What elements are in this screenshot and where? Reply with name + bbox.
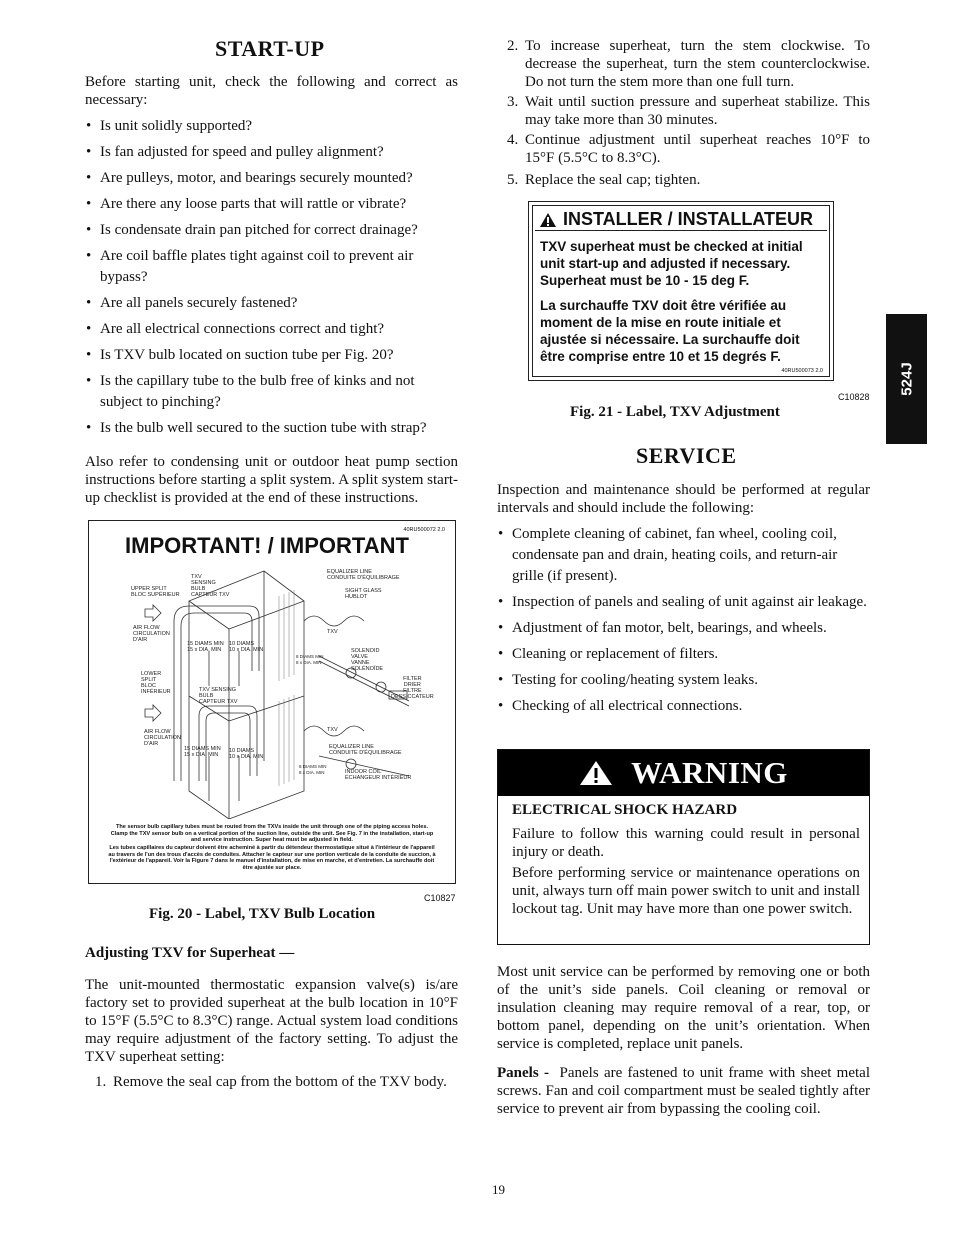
side-tab-label: 524J <box>898 362 915 396</box>
fig20-note-fr: Les tubes capillaires du capteur doivent être acheminé à partir du détendeur thermostatique situé à l'intérieur de l'appareil au travers de l'un des trous d'accès de conduites. Attacher le capteur sur une portion verticale de la conduite de succion, à l'extérieur de l'appareil. Voir la Figure 7 dans le manuel d'installation, de mise en marche, et d'entretien. La surchauffe doit être ajustée sur place. <box>108 845 436 871</box>
fig20-code: C10827 <box>424 893 456 903</box>
list-item: • Cleaning or replacement of filters. <box>498 644 870 665</box>
fig20-label <box>88 520 456 884</box>
adjust-txv-body: The unit-mounted thermostatic expansion valve(s) is/are factory set to provided superheat at the bulb location in 10°F to 15°F (5.5°C to 8.3°C) range. Actual system load conditions may require adjustment of the factory setting. To adjust the TXV superheat setting: <box>85 977 458 1065</box>
fig21-text-en: TXV superheat must be checked at initial unit start-up and adjusted if necessary. Superheat must be 10 - 15 deg F. <box>540 239 803 288</box>
label-diams10-low: 10 DIAMS 10 x DIA. MIN <box>229 748 264 760</box>
adjust-step-3: 3. Wait until suction pressure and superheat stabilize. This may take more than 30 minutes. <box>507 94 870 128</box>
fig20-doc-code: 40RU500072 2.0 <box>403 527 445 533</box>
label-diams10-top: 10 DIAMS 10 x DIA. MIN <box>229 641 264 653</box>
label-txv-low: TXV <box>327 727 338 733</box>
panels-paragraph <box>497 1064 870 1118</box>
adjust-step-2: 2. To increase superheat, turn the stem clockwise. To decrease the superheat, turn the stem counterclockwise. Do not turn the stem more than one full turn. <box>507 38 870 90</box>
list-item: • Is unit solidly supported? <box>86 116 458 137</box>
list-item: • Is condensate drain pan pitched for correct drainage? <box>86 220 458 241</box>
label-indoor-coil: INDOOR COIL ÉCHANGEUR INTÉRIEUR <box>345 769 412 781</box>
list-item: • Testing for cooling/heating system leaks. <box>498 670 870 691</box>
adjust-step-1: 1. Remove the seal cap from the bottom of the TXV body. <box>95 1074 447 1090</box>
list-item: • Is the bulb well secured to the suction tube with strap? <box>86 418 458 439</box>
label-diams15-low: 15 DIAMS MIN 15 x DIA. MIN <box>184 746 221 758</box>
adjust-step-4: 4. Continue adjustment until superheat reaches 10°F to 15°F (5.5°C to 8.3°C). <box>507 132 870 166</box>
list-item: • Inspection of panels and sealing of unit against air leakage. <box>498 592 870 613</box>
warning-triangle-icon <box>579 760 613 786</box>
warning-box <box>497 749 870 945</box>
adjust-txv-heading: Adjusting TXV for Superheat — <box>85 945 295 961</box>
label-diams8-top: 8 DIAMS MIN 8 x DIA. MIN <box>296 654 324 665</box>
list-item: • Are all electrical connections correct and tight? <box>86 319 458 340</box>
fig21-doc-code: 40RU500073 2.0 <box>781 368 823 374</box>
service-intro: Inspection and maintenance should be performed at regular intervals and should include the following: <box>497 482 870 516</box>
label-txv-sensing-low: TXV SENSING BULB CAPTEUR TXV <box>199 687 238 705</box>
list-item: • Are pulleys, motor, and bearings securely mounted? <box>86 168 458 189</box>
list-item: • Complete cleaning of cabinet, fan wheel, cooling coil, condensate pan and drain, heating coils, and return-air grille (if present). <box>498 524 870 587</box>
label-txv-sensing-top: TXV SENSING BULB CAPTEUR TXV <box>191 574 230 598</box>
fig21-header: INSTALLER / INSTALLATEUR <box>539 209 813 230</box>
service-checklist <box>498 524 870 722</box>
fig21-text-fr: La surchauffe TXV doit être vérifiée au moment de la mise en route initiale et ajustée si nécessaire. La surchauffe doit être comprise entre 10 et 15 degrés F. <box>540 298 800 364</box>
fig20-note-en: The sensor bulb capillary tubes must be routed from the TXVs inside the unit through one of the piping access holes. Clamp the TXV sensor bulb on a vertical portion of the suction line, outside the unit. See Fig. 7 in the installation, start-up and service instruction. Super heat must be adjusted in field. <box>110 824 434 844</box>
fig21-label <box>528 201 834 381</box>
section-side-tab <box>886 314 927 444</box>
list-item: • Adjustment of fan motor, belt, bearings, and wheels. <box>498 618 870 639</box>
startup-intro: Before starting unit, check the following and correct as necessary: <box>85 74 458 108</box>
fig20-caption: Fig. 20 - Label, TXV Bulb Location <box>149 906 376 922</box>
service-body: Most unit service can be performed by removing one or both of the unit’s side panels. Coil cleaning or removal or insulation cleaning may require removal of a rear, top, or bottom panel, depending on the unit’s orientation. When service is completed, replace unit panels. <box>497 964 870 1052</box>
warning-text-1: Failure to follow this warning could result in personal injury or death. <box>512 826 860 860</box>
label-solenoid: SOLENOID VALVE VANNE SOLÉNOÏDE <box>351 648 384 672</box>
label-sight-glass: SIGHT GLASS HUBLOT <box>345 588 382 600</box>
list-item: • Is the capillary tube to the bulb free of kinks and not subject to pinching? <box>86 371 458 413</box>
panels-heading: Panels - <box>497 1065 549 1081</box>
label-air-flow-top: AIR FLOW CIRCULATION D'AIR <box>133 625 170 643</box>
caution-triangle-icon <box>539 212 557 228</box>
list-item: • Are all panels securely fastened? <box>86 293 458 314</box>
adjust-step-5: 5. Replace the seal cap; tighten. <box>507 172 701 188</box>
list-item: • Is TXV bulb located on suction tube per Fig. 20? <box>86 345 458 366</box>
label-upper-split: UPPER SPLIT BLOC SUPÉRIEUR <box>131 586 180 598</box>
list-item: • Checking of all electrical connections. <box>498 696 870 717</box>
fig21-caption: Fig. 21 - Label, TXV Adjustment <box>570 404 780 420</box>
list-item: • Are coil baffle plates tight against coil to prevent air bypass? <box>86 246 458 288</box>
label-txv-top: TXV <box>327 629 338 635</box>
fig20-title: IMPORTANT! / IMPORTANT <box>125 533 409 558</box>
warning-banner: WARNING <box>498 750 869 796</box>
startup-heading: START-UP <box>215 36 325 61</box>
adjust-step-list-left <box>85 1073 458 1091</box>
label-filter-drier: FILTER DRIER FILTRE DESSICCATEUR <box>391 676 434 700</box>
also-refer-paragraph: Also refer to condensing unit or outdoor heat pump section instructions before starting a split system. A split system start-up checklist is provided at the end of these instructions. <box>85 454 458 506</box>
label-diams15-top: 15 DIAMS MIN 15 x DIA. MIN <box>187 641 224 653</box>
warning-text-2: Before performing service or maintenance operations on unit, always turn off main power switch to unit and install lockout tag. Unit may have more than one power switch. <box>512 865 860 917</box>
label-diams8-low: 8 DIAMS MIN 8 x DIA. MIN <box>299 764 327 775</box>
label-lower-split: LOWER SPLIT BLOC INFÉRIEUR <box>141 671 171 695</box>
panels-body: Panels are fastened to unit frame with sheet metal screws. Fan and coil compartment must be sealed tightly after service to prevent air from bypassing the cooling coil. <box>497 1065 870 1117</box>
label-equalizer-low: EQUALIZER LINE CONDUITE D'ÉQUILIBRAGE <box>329 744 402 756</box>
warning-hazard: ELECTRICAL SHOCK HAZARD <box>512 802 738 818</box>
fig21-code: C10828 <box>838 392 870 402</box>
list-item: • Are there any loose parts that will rattle or vibrate? <box>86 194 458 215</box>
label-equalizer-top: EQUALIZER LINE CONDUITE D'ÉQUILIBRAGE <box>327 569 400 581</box>
startup-checklist <box>86 116 458 444</box>
adjust-step-list-right <box>497 37 870 189</box>
list-item: • Is fan adjusted for speed and pulley alignment? <box>86 142 458 163</box>
page-number: 19 <box>492 1182 505 1197</box>
label-air-flow-low: AIR FLOW CIRCULATION D'AIR <box>144 729 181 747</box>
service-heading: SERVICE <box>636 443 737 468</box>
